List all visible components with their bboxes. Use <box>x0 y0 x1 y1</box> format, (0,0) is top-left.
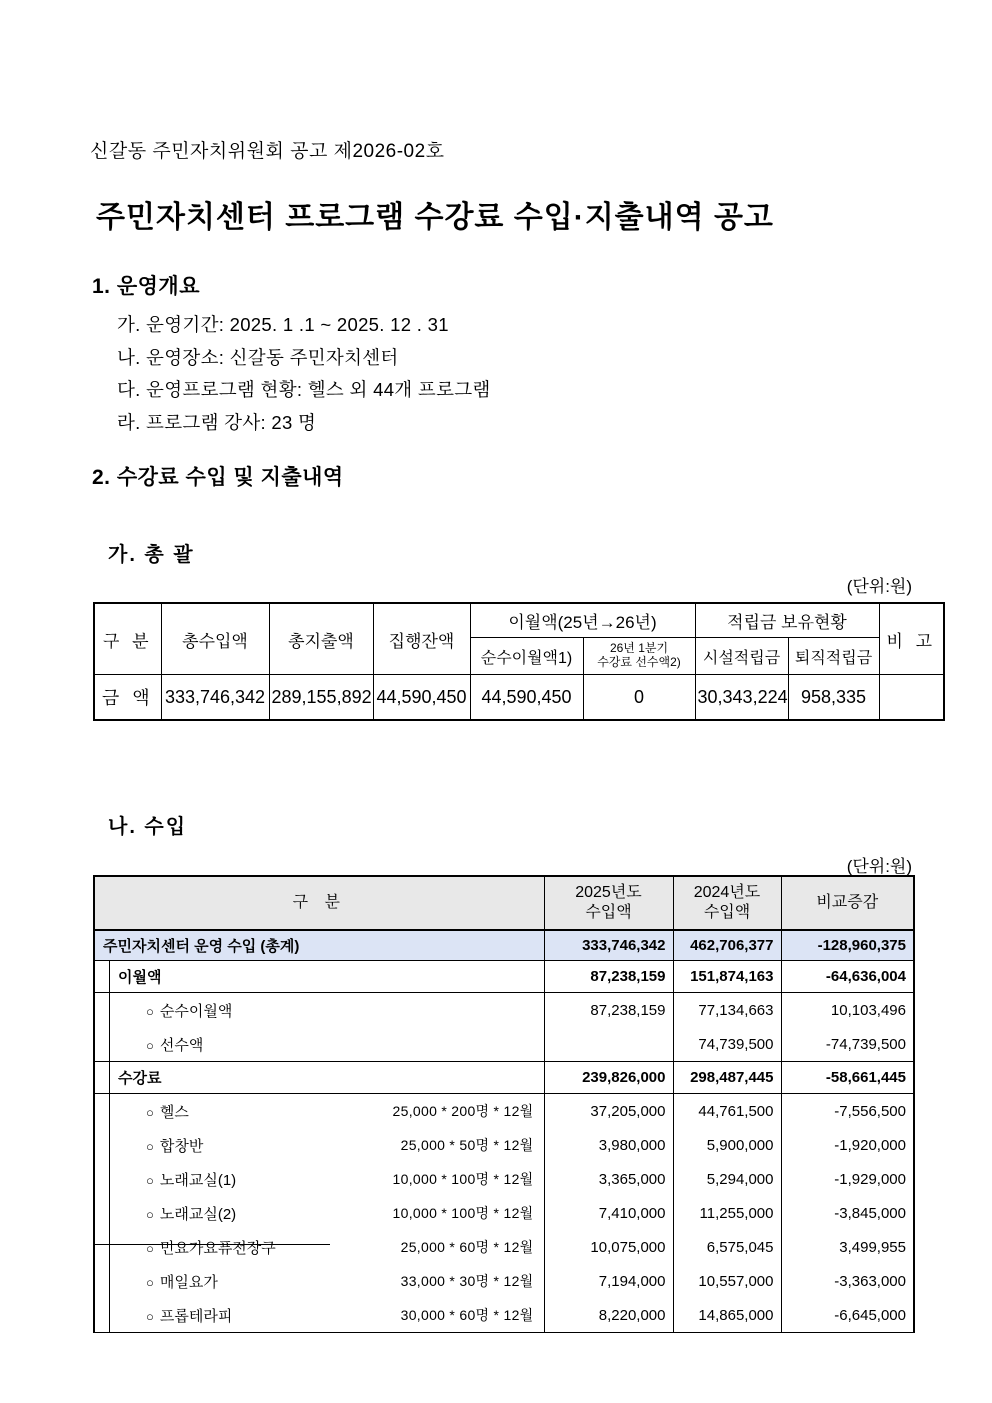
subsection-a-heading: 가. 총 괄 <box>108 544 195 566</box>
row-formula: 10,000 * 100명 * 12월 <box>392 1205 534 1221</box>
row-label-cell <box>94 930 544 961</box>
td-y2024: 44,761,500 <box>673 1094 781 1129</box>
indent-rule <box>95 1062 110 1093</box>
indent-rule <box>95 1027 110 1061</box>
td-compare: 10,103,496 <box>781 993 914 1028</box>
indent-spacer <box>110 1128 124 1162</box>
indent-spacer <box>110 1027 124 1061</box>
td-y2024: 298,487,445 <box>673 1062 781 1094</box>
indent-rule <box>95 1094 110 1128</box>
row-label: ○ 노래교실(1) <box>146 1171 237 1189</box>
notice-number: 신갈동 주민자치위원회 공고 제2026-02호 <box>90 141 445 162</box>
th-carryover-prepaid <box>583 638 695 675</box>
row-label: ○ 민요가요퓨전장구 <box>146 1239 276 1257</box>
td-compare: -3,845,000 <box>781 1196 914 1230</box>
unit-note-summary: (단위:원) <box>846 577 912 596</box>
row-formula: 25,000 * 50명 * 12월 <box>400 1137 534 1153</box>
row-label-cell <box>94 1298 544 1333</box>
income-item-row <box>94 993 914 1028</box>
td-y2025: 3,365,000 <box>544 1162 673 1196</box>
th-carryover-prepaid-line2: 수강료 선수액2) <box>597 655 681 669</box>
th-total-income: 총수입액 <box>161 603 269 675</box>
row-label-cell <box>94 1128 544 1162</box>
indent-rule <box>95 1128 110 1162</box>
row-formula: 10,000 * 100명 * 12월 <box>392 1171 534 1187</box>
th-remarks: 비 고 <box>879 603 944 675</box>
row-label-cell <box>94 1264 544 1298</box>
td-y2025: 239,826,000 <box>544 1062 673 1094</box>
page-title: 주민자치센터 프로그램 수강료 수입·지출내역 공고 <box>96 201 774 234</box>
td-compare: 3,499,955 <box>781 1230 914 1264</box>
indent-spacer <box>110 1298 124 1332</box>
indent-rule <box>95 1162 110 1196</box>
td-compare: -1,929,000 <box>781 1162 914 1196</box>
income-group-row <box>94 961 914 993</box>
operation-location: 나. 운영장소: 신갈동 주민자치센터 <box>117 347 399 368</box>
td-y2025: 333,746,342 <box>544 930 673 961</box>
indent-spacer <box>110 1196 124 1230</box>
td-y2025: 7,410,000 <box>544 1196 673 1230</box>
th-year-2024-line1: 2024년도 <box>693 884 761 901</box>
program-count: 다. 운영프로그램 현황: 헬스 외 44개 프로그램 <box>117 379 491 400</box>
bullet-icon: ○ <box>146 1037 154 1053</box>
th-year-2025-line2: 수입액 <box>585 904 632 921</box>
bullet-icon: ○ <box>146 1104 154 1120</box>
td-y2025: 8,220,000 <box>544 1298 673 1333</box>
td-y2025: 87,238,159 <box>544 993 673 1028</box>
td-reserve-retirement: 958,335 <box>788 675 879 721</box>
row-label-cell <box>94 1027 544 1062</box>
indent-rule <box>95 1264 110 1298</box>
indent-spacer <box>110 1264 124 1298</box>
td-total-expense: 289,155,892 <box>269 675 373 721</box>
income-item-row <box>94 1128 914 1162</box>
indent-rule <box>95 993 110 1027</box>
row-formula: 25,000 * 60명 * 12월 <box>400 1239 534 1255</box>
td-y2024: 151,874,163 <box>673 961 781 993</box>
row-label-cell <box>94 993 544 1028</box>
td-total-income: 333,746,342 <box>161 675 269 721</box>
th-gubun: 구 분 <box>94 603 161 675</box>
income-total-row <box>94 930 914 961</box>
footnote-separator <box>95 1244 330 1245</box>
td-carryover-prepaid: 0 <box>583 675 695 721</box>
indent-rule <box>95 1298 110 1332</box>
bullet-icon: ○ <box>146 1003 154 1019</box>
indent-rule <box>95 1230 110 1264</box>
income-item-row <box>94 1094 914 1129</box>
income-group-row <box>94 1062 914 1094</box>
row-label: ○ 순수이월액 <box>146 1002 233 1020</box>
td-y2024: 462,706,377 <box>673 930 781 961</box>
income-item-row <box>94 1298 914 1333</box>
td-carryover-pure: 44,590,450 <box>470 675 583 721</box>
td-y2025: 87,238,159 <box>544 961 673 993</box>
td-y2025: 3,980,000 <box>544 1128 673 1162</box>
th-reserve-facility: 시설적립금 <box>695 638 788 675</box>
row-formula: 30,000 * 60명 * 12월 <box>400 1307 534 1323</box>
th-total-expense: 총지출액 <box>269 603 373 675</box>
td-compare: -1,920,000 <box>781 1128 914 1162</box>
row-label: ○ 프롭테라피 <box>146 1307 233 1325</box>
td-y2024: 5,900,000 <box>673 1128 781 1162</box>
td-compare: -58,661,445 <box>781 1062 914 1094</box>
indent-spacer <box>110 1230 124 1264</box>
row-label-cell <box>94 1062 544 1094</box>
section-1-heading: 1. 운영개요 <box>92 275 200 298</box>
row-formula: 33,000 * 30명 * 12월 <box>400 1273 534 1289</box>
th-reserve-group: 적립금 보유현황 <box>695 603 879 638</box>
td-y2024: 14,865,000 <box>673 1298 781 1333</box>
row-label-cell <box>94 1094 544 1129</box>
indent-rule <box>95 961 110 992</box>
th-reserve-retirement: 퇴직적립금 <box>788 638 879 675</box>
row-label: ○ 헬스 <box>146 1103 189 1121</box>
income-item-row <box>94 1264 914 1298</box>
income-item-row <box>94 1230 914 1264</box>
td-y2024: 6,575,045 <box>673 1230 781 1264</box>
row-label-cell <box>94 1230 544 1264</box>
subsection-b-heading: 나. 수입 <box>108 816 188 838</box>
td-balance: 44,590,450 <box>373 675 470 721</box>
instructor-count: 라. 프로그램 강사: 23 명 <box>117 412 317 433</box>
th-income-gubun: 구 분 <box>94 876 544 930</box>
td-compare: -6,645,000 <box>781 1298 914 1333</box>
td-y2025 <box>544 1027 673 1062</box>
row-label: ○ 매일요가 <box>146 1273 218 1291</box>
bullet-icon: ○ <box>146 1206 154 1222</box>
bullet-icon: ○ <box>146 1172 154 1188</box>
income-item-row <box>94 1196 914 1230</box>
row-formula: 25,000 * 200명 * 12월 <box>392 1103 534 1119</box>
td-y2025: 37,205,000 <box>544 1094 673 1129</box>
section-2-heading: 2. 수강료 수입 및 지출내역 <box>92 466 344 489</box>
td-y2025: 7,194,000 <box>544 1264 673 1298</box>
table-header-row-top <box>94 603 944 638</box>
row-label-cell <box>94 961 544 993</box>
row-label: ○ 노래교실(2) <box>146 1205 237 1223</box>
td-y2024: 11,255,000 <box>673 1196 781 1230</box>
td-row-label: 금 액 <box>94 675 161 721</box>
table-row <box>94 675 944 721</box>
row-label: ○ 합창반 <box>146 1137 204 1155</box>
bullet-icon: ○ <box>146 1138 154 1154</box>
td-compare: -3,363,000 <box>781 1264 914 1298</box>
td-compare: -64,636,004 <box>781 961 914 993</box>
td-remarks <box>879 675 944 721</box>
indent-rule <box>95 1196 110 1230</box>
th-balance: 집행잔액 <box>373 603 470 675</box>
row-label: 수강료 <box>118 1070 162 1087</box>
th-year-2025-line1: 2025년도 <box>575 884 642 901</box>
indent-spacer <box>110 993 124 1027</box>
bullet-icon: ○ <box>146 1240 154 1256</box>
td-compare: -128,960,375 <box>781 930 914 961</box>
indent-spacer <box>110 1162 124 1196</box>
td-y2024: 74,739,500 <box>673 1027 781 1062</box>
th-year-2025 <box>544 876 673 930</box>
th-carryover-pure: 순수이월액1) <box>470 638 583 675</box>
income-table-header-row <box>94 876 914 930</box>
indent-spacer <box>110 1094 124 1128</box>
td-reserve-facility: 30,343,224 <box>695 675 788 721</box>
td-y2024: 5,294,000 <box>673 1162 781 1196</box>
td-y2025: 10,075,000 <box>544 1230 673 1264</box>
row-label: ○ 선수액 <box>146 1036 204 1054</box>
summary-table <box>93 602 945 721</box>
bullet-icon: ○ <box>146 1308 154 1324</box>
income-table <box>93 875 915 1333</box>
income-item-row <box>94 1027 914 1062</box>
row-label-cell <box>94 1196 544 1230</box>
bullet-icon: ○ <box>146 1274 154 1290</box>
td-y2024: 10,557,000 <box>673 1264 781 1298</box>
th-year-2024-line2: 수입액 <box>703 904 751 921</box>
unit-note-income: (단위:원) <box>846 857 912 876</box>
td-compare: -7,556,500 <box>781 1094 914 1129</box>
operation-period: 가. 운영기간: 2025. 1 .1 ~ 2025. 12 . 31 <box>117 314 449 335</box>
row-label: 이월액 <box>118 969 162 986</box>
row-label: 주민자치센터 운영 수입 (총계) <box>103 938 300 955</box>
th-compare: 비교증감 <box>781 876 914 930</box>
th-carryover-group: 이월액(25년→26년) <box>470 603 695 638</box>
td-y2024: 77,134,663 <box>673 993 781 1028</box>
row-label-cell <box>94 1162 544 1196</box>
th-carryover-prepaid-line1: 26년 1분기 <box>609 641 669 656</box>
td-compare: -74,739,500 <box>781 1027 914 1062</box>
income-item-row <box>94 1162 914 1196</box>
th-year-2024 <box>673 876 781 930</box>
